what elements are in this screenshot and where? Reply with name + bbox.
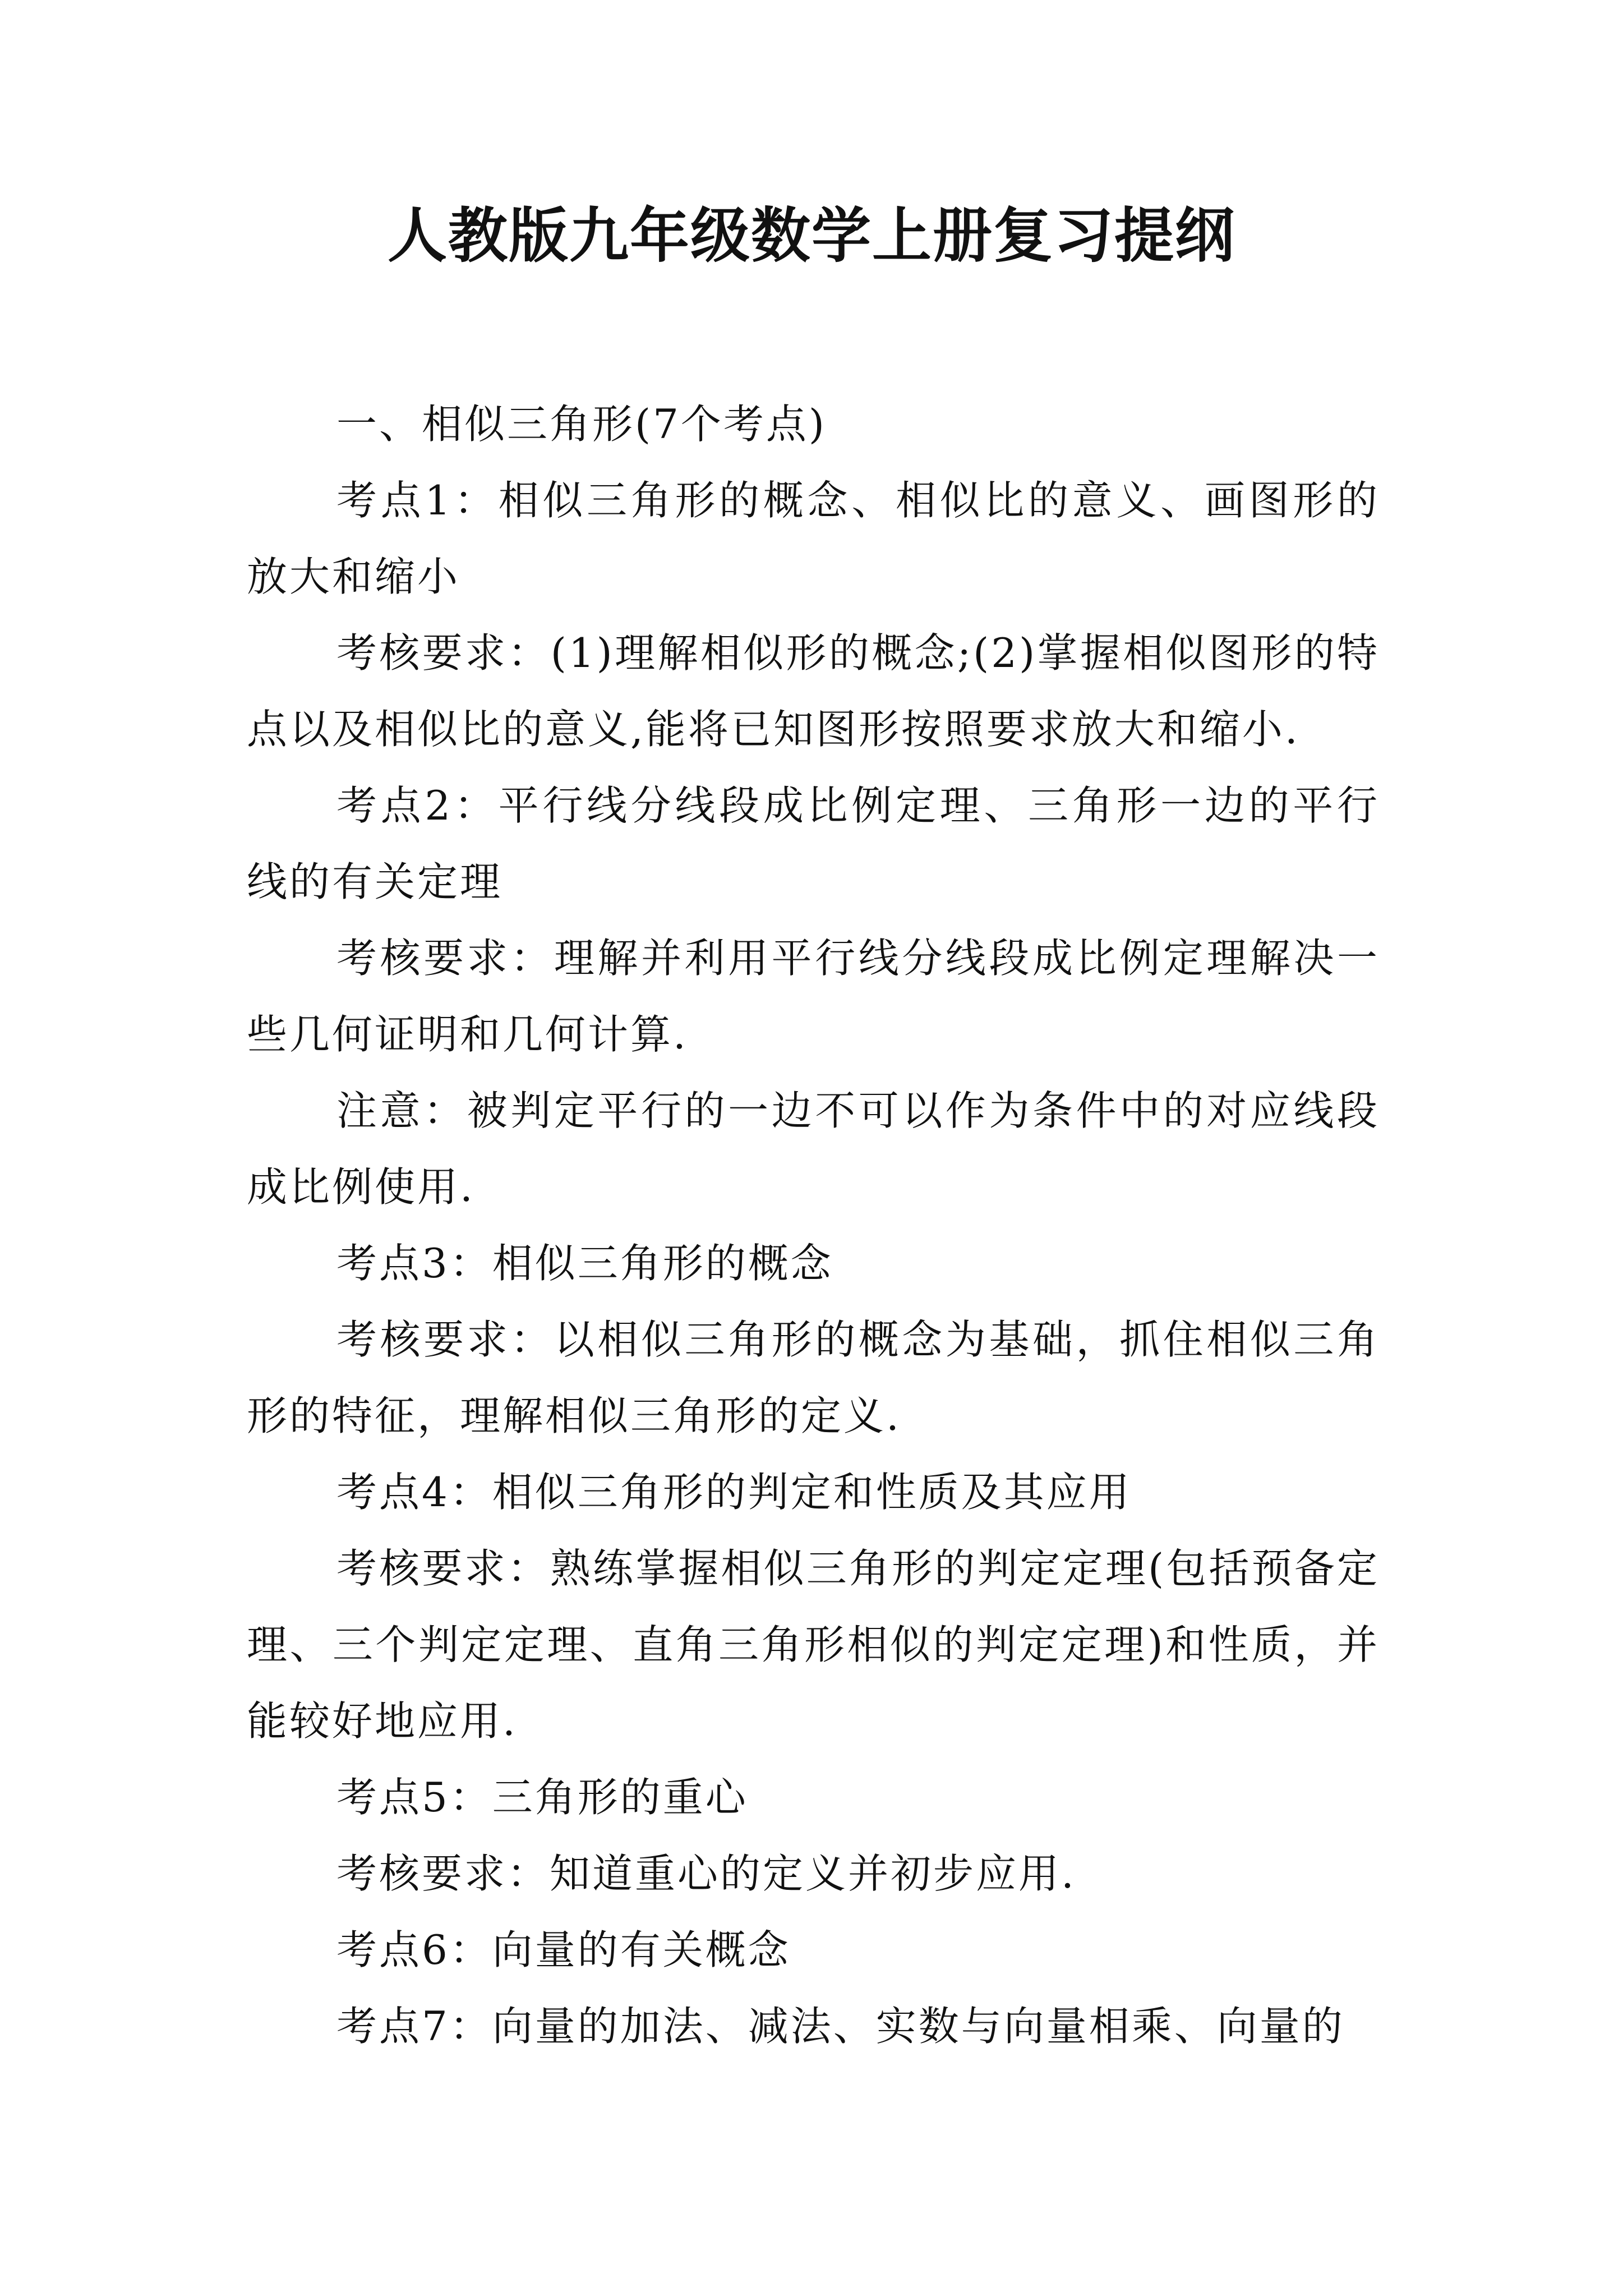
kaodian-1: 考点1：相似三角形的概念、相似比的意义、画图形的放大和缩小 bbox=[247, 477, 1380, 600]
requirement-3: 考核要求：以相似三角形的概念为基础，抓住相似三角形的特征，理解相似三角形的定义. bbox=[247, 1316, 1380, 1439]
kaodian-7: 考点7：向量的加法、减法、实数与向量相乘、向量的 bbox=[336, 2003, 1345, 2050]
document-body bbox=[247, 386, 1380, 2064]
kaodian-6: 考点6：向量的有关概念 bbox=[336, 1926, 791, 1973]
kaodian-4: 考点4：相似三角形的判定和性质及其应用 bbox=[336, 1469, 1132, 1516]
kaodian-5: 考点5：三角形的重心 bbox=[336, 1774, 748, 1821]
note-2: 注意：被判定平行的一边不可以作为条件中的对应线段成比例使用. bbox=[247, 1087, 1380, 1211]
kaodian-3: 考点3：相似三角形的概念 bbox=[336, 1240, 833, 1287]
kaodian-2: 考点2：平行线分线段成比例定理、三角形一边的平行线的有关定理 bbox=[247, 782, 1380, 905]
requirement-5: 考核要求：知道重心的定义并初步应用. bbox=[336, 1850, 1076, 1897]
section-heading: 一、相似三角形(7个考点) bbox=[336, 401, 827, 448]
requirement-2: 考核要求：理解并利用平行线分线段成比例定理解决一些几何证明和几何计算. bbox=[247, 935, 1380, 1058]
requirement-1: 考核要求：(1)理解相似形的概念;(2)掌握相似图形的特点以及相似比的意义,能将已知图形按照要求放大和缩小. bbox=[247, 629, 1380, 753]
page-title: 人教版九年级数学上册复习提纲 bbox=[388, 200, 1235, 270]
requirement-4: 考核要求：熟练掌握相似三角形的判定定理(包括预备定理、三个判定定理、直角三角形相似的判定定理)和性质，并能较好地应用. bbox=[247, 1545, 1380, 1745]
